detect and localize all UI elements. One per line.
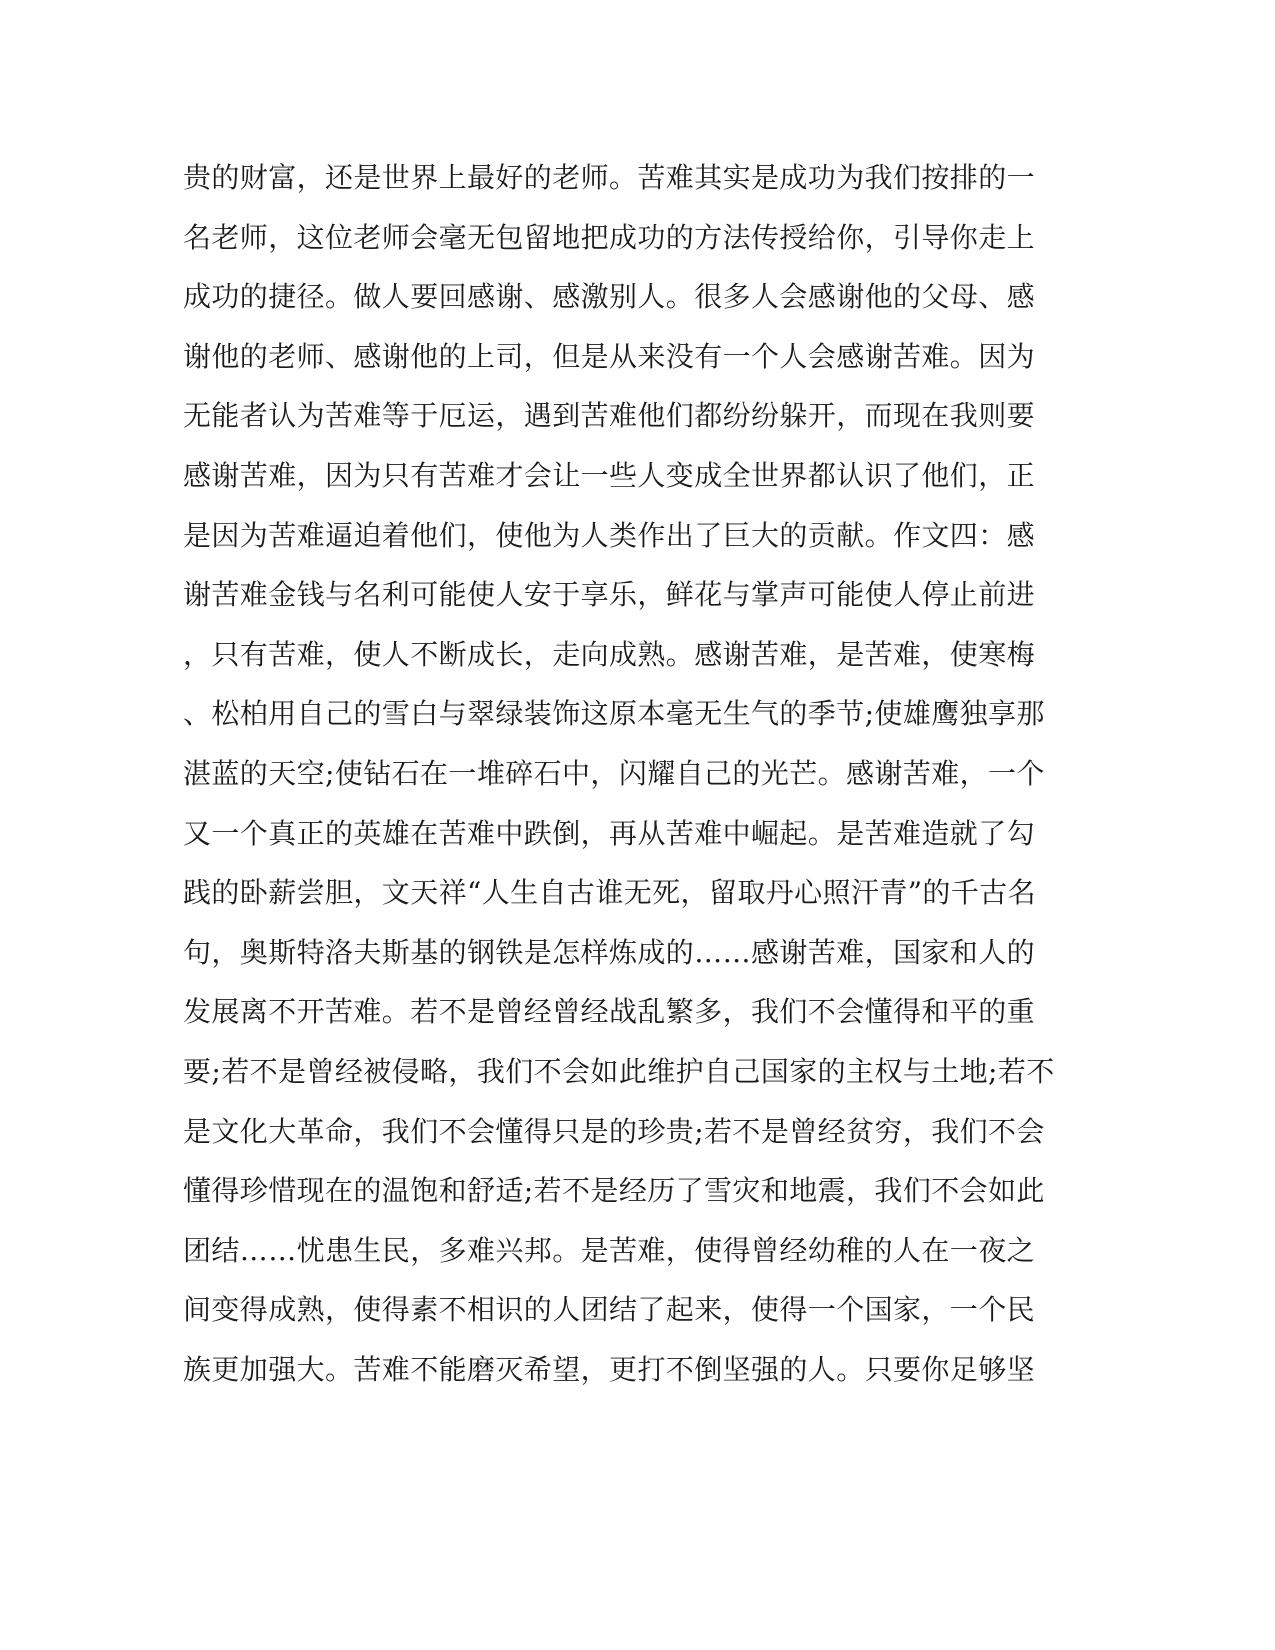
text-line: 是文化大革命，我们不会懂得只是的珍贵;若不是曾经贫穷，我们不会: [183, 1114, 1045, 1148]
text-line: 要;若不是曾经被侵略，我们不会如此维护自己国家的主权与土地;若不: [183, 1054, 1055, 1088]
text-line: 谢他的老师、感谢他的上司，但是从来没有一个人会感谢苦难。因为: [183, 339, 1036, 373]
text-line: 间变得成熟，使得素不相识的人团结了起来，使得一个国家，一个民: [183, 1293, 1036, 1327]
text-line: 湛蓝的天空;使钻石在一堆碎石中，闪耀自己的光芒。感谢苦难，一个: [183, 756, 1045, 790]
text-line: 族更加强大。苦难不能磨灭希望，更打不倒坚强的人。只要你足够坚: [183, 1352, 1036, 1386]
text-line: 名老师，这位老师会毫无包留地把成功的方法传授给你，引导你走上: [183, 220, 1036, 254]
text-line: 发展离不开苦难。若不是曾经曾经战乱繁多，我们不会懂得和平的重: [183, 995, 1036, 1029]
text-line: 又一个真正的英雄在苦难中跌倒，再从苦难中崛起。是苦难造就了勾: [183, 816, 1036, 850]
text-line: 谢苦难金钱与名利可能使人安于享乐，鲜花与掌声可能使人停止前进: [183, 578, 1036, 612]
text-line: 践的卧薪尝胆，文天祥“人生自古谁无死，留取丹心照汗青”的千古名: [183, 876, 1037, 910]
text-line: 无能者认为苦难等于厄运，遇到苦难他们都纷纷躲开，而现在我则要: [183, 399, 1036, 433]
text-line: 句，奥斯特洛夫斯基的钢铁是怎样炼成的……感谢苦难，国家和人的: [183, 935, 1036, 969]
text-line: 感谢苦难，因为只有苦难才会让一些人变成全世界都认识了他们，正: [183, 458, 1036, 492]
body-text: [183, 148, 1063, 1399]
text-line: ，只有苦难，使人不断成长，走向成熟。感谢苦难，是苦难，使寒梅: [183, 637, 1036, 671]
text-line: 、松柏用自己的雪白与翠绿装饰这原本毫无生气的季节;使雄鹰独享那: [183, 697, 1045, 731]
text-line: 成功的捷径。做人要回感谢、感激别人。很多人会感谢他的父母、感: [183, 280, 1036, 314]
text-line: 懂得珍惜现在的温饱和舒适;若不是经历了雪灾和地震，我们不会如此: [183, 1174, 1045, 1208]
text-line: 是因为苦难逼迫着他们，使他为人类作出了巨大的贡献。作文四：感: [183, 518, 1036, 552]
text-line: 贵的财富，还是世界上最好的老师。苦难其实是成功为我们按排的一: [183, 161, 1036, 194]
text-line: 团结……忧患生民，多难兴邦。是苦难，使得曾经幼稚的人在一夜之: [183, 1233, 1036, 1267]
